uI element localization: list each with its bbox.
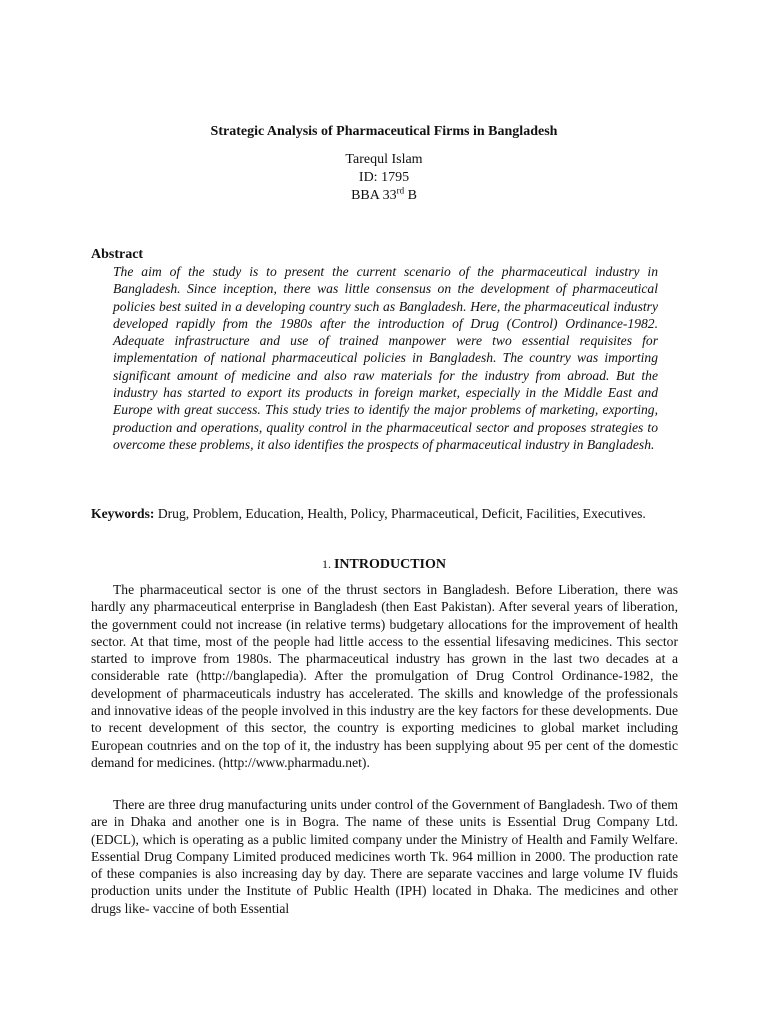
batch-superscript: rd <box>396 185 405 196</box>
section-title: INTRODUCTION <box>333 557 446 572</box>
title-block <box>0 123 768 205</box>
keywords-label: Keywords: <box>91 506 155 521</box>
section-heading <box>0 555 768 574</box>
batch-suffix: B <box>404 188 417 203</box>
body-paragraph-2: There are three drug manufacturing units under control of the Government of Bangladesh. Two of them are in Dhaka and another one is in Bogra. The name of these units is Essential Drug Company Ltd. (EDCL), which is operating as a public limited company under the Ministry of Health and Family Welfare. Essential Drug Company Limited produced medicines worth Tk. 964 million in 2000. The production rate of these companies is also increasing day by day. There are separate vaccines and large volume IV fluids production units under the Institute of Public Health (IPH) located in Dhaka. The medicines and other drugs like- vaccine of both Essential <box>91 797 678 916</box>
author-name: Tarequl Islam <box>345 152 423 167</box>
abstract-heading: Abstract <box>91 247 144 262</box>
batch-prefix: BBA 33 <box>351 188 397 203</box>
abstract-text: The aim of the study is to present the current scenario of the pharmaceutical industry in Bangladesh. Since inception, there was little consensus on the development of pharmaceutical policies best suited in a developing country such as Bangladesh. Here, the pharmaceutical industry developed rapidly from the 1980s after the introduction of Drug (Control) Ordinance-1982. Adequate infrastructure and use of trained manpower were two essential requisites for implementation of national pharmaceutical policies in Bangladesh. The country was importing significant amount of medicine and also raw materials for the industry from abroad. But the industry has started to export its products in foreign market, especially in the Middle East and Europe with great success. This study tries to identify the major problems of marketing, exporting, production and operations, quality control in the pharmaceutical sector and proposes strategies to overcome these problems, it also identifies the prospects of pharmaceutical industry in Bangladesh. <box>113 264 658 452</box>
author-batch <box>0 187 768 205</box>
keywords-text: Drug, Problem, Education, Health, Policy, Pharmaceutical, Deficit, Facilities, Executives. <box>154 506 646 521</box>
paper-title: Strategic Analysis of Pharmaceutical Firms in Bangladesh <box>210 124 558 139</box>
body-paragraph-1: The pharmaceutical sector is one of the thrust sectors in Bangladesh. Before Liberation, there was hardly any pharmaceutical enterprise in Bangladesh (then East Pakistan). After several years of liberation, the government could not increase (in relative terms) budgetary allocations for the improvement of health sector. At that time, most of the people had little access to the essential lifesaving medicines. This sector started to improve from 1980s. The pharmaceutical industry has grown in the last two decades at a considerable rate (http://banglapedia). After the promulgation of Drug Control Ordinance-1982, the development of pharmaceuticals industry has accelerated. The skills and knowledge of the professionals and innovative ideas of the people involved in this industry are the key factors for these developments. Due to recent development of this sector, the country is exporting medicines to global market including European coutnries and on the top of it, the industry has been supplying about 95 per cent of the domestic demand for medicines. (http://www.pharmadu.net). <box>91 582 678 770</box>
section-number: 1. <box>321 557 334 571</box>
keywords <box>91 505 678 522</box>
author-id: ID: 1795 <box>358 170 410 185</box>
